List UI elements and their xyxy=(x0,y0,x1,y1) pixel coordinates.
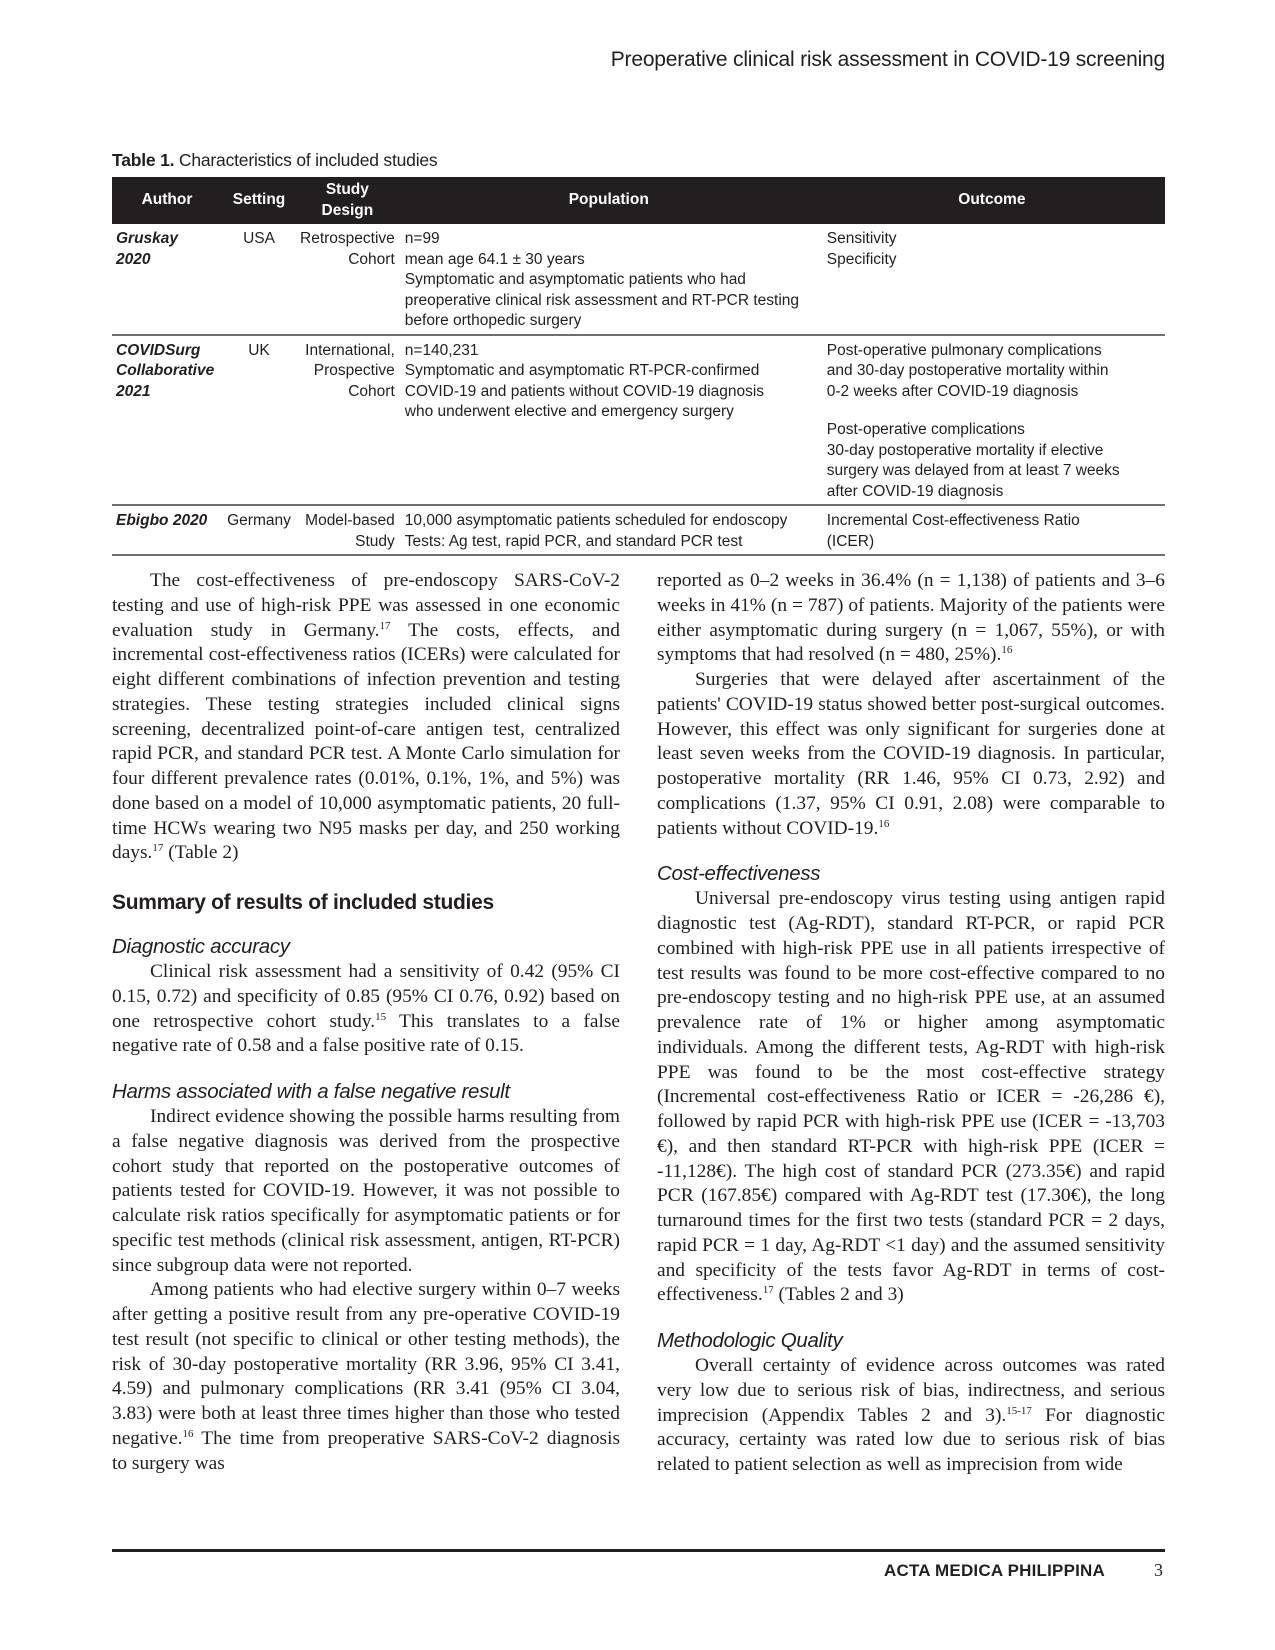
text: This translates to a false negative rate of 0.58 and a false positive rate of 0.15. xyxy=(112,1010,620,1057)
paragraph xyxy=(657,668,1165,841)
table-row xyxy=(112,335,1165,506)
author-line: 2021 xyxy=(116,382,151,400)
text: The costs, effects, and incremental cost-effectiveness ratios (ICERs) were calculated for eight different combinations of infection prevention and testing strategies. These testing strategies included clinical signs screening, decentralized point-of-care antigen test, centralized rapid PCR, and standard PCR test. A Monte Carlo simulation for four different prevalence rates (0.01%, 0.1%, 1%, and 5%) was done based on a model of 10,000 asymptomatic patients, 20 full-time HCWs wearing two N95 masks per day, and 250 working days. xyxy=(112,619,620,864)
text: Universal pre-endoscopy virus testing using antigen rapid diagnostic test (Ag-RDT), standard RT-PCR, or rapid PCR combined with high-risk PPE use in all patients irrespective of test results was found to be more cost-effective compared to no pre-endoscopy testing and no high-risk PPE use, at an assumed prevalence rate of 1% or higher among asymptomatic individuals. Among the different tests, Ag-RDT with high-risk PPE was found to be the most cost-effective strategy (Incremental cost-effectiveness Ratio or ICER = -26,286 €), followed by rapid PCR with high-risk PPE use (ICER = -13,703 €), and then standard RT-PCR with high-risk PPE (ICER = -11,128€). The high cost of standard PCR (273.35€) and rapid PCR (167.85€) compared with Ag-RDT test (17.30€), the long turnaround times for the first two tests (standard PCR = 2 days, rapid PCR = 1 day, Ag-RDT <1 day) and the assumed sensitivity and specificity of the tests favor Ag-RDT in terms of cost-effectiveness. xyxy=(657,888,1165,1306)
population-line: COVID-19 and patients without COVID-19 diagnosis xyxy=(404,382,765,400)
cell-outcome xyxy=(819,335,1165,506)
design-line: Cohort xyxy=(348,250,395,268)
paragraph xyxy=(112,960,620,1059)
text: The cost-effectiveness of pre-endoscopy SARS-CoV-2 testing and use of high-risk PPE was assessed in one economic evaluation study in Germany. xyxy=(112,570,620,641)
body-column-left xyxy=(112,569,620,1476)
paragraph xyxy=(112,569,620,866)
body-column-right xyxy=(657,569,1165,1478)
section-heading-summary: Summary of results of included studies xyxy=(112,891,494,914)
col-header-setting: Setting xyxy=(232,191,286,209)
table-caption-label: Table 1. xyxy=(112,150,175,170)
population-line: n=99 xyxy=(404,230,440,247)
design-line: Prospective xyxy=(313,362,395,379)
table-row xyxy=(112,224,1165,335)
outcome-line: surgery was delayed from at least 7 weeks xyxy=(826,462,1120,479)
outcome-line: Specificity xyxy=(826,250,897,268)
population-line: preoperative clinical risk assessment and RT-PCR testing xyxy=(404,291,800,309)
col-header-author: Author xyxy=(141,191,193,209)
population-line: mean age 64.1 ± 30 years xyxy=(404,250,585,268)
paragraph xyxy=(657,1354,1165,1478)
cell-author xyxy=(112,505,222,555)
table-header-row xyxy=(112,177,1165,224)
citation-ref: 16 xyxy=(1001,644,1013,657)
outcome-line: Post-operative pulmonary complications xyxy=(826,341,1102,359)
cell-setting: Germany xyxy=(222,505,296,555)
cell-setting: UK xyxy=(222,335,296,506)
author-line: Ebigbo 2020 xyxy=(116,512,208,529)
citation-ref: 17 xyxy=(379,619,391,632)
design-line: Model-based xyxy=(305,512,395,529)
cell-author xyxy=(112,224,222,335)
population-line: before orthopedic surgery xyxy=(404,312,582,329)
footer-journal-name: ACTA MEDICA PHILIPPINA xyxy=(884,1561,1105,1580)
cell-outcome xyxy=(819,224,1165,335)
outcome-line: 30-day postoperative mortality if elective xyxy=(826,441,1104,459)
text: Clinical risk assessment had a sensitivity of 0.42 (95% CI 0.15, 0.72) and specificity of 0.85 (95% CI 0.76, 0.92) based on one retrospective cohort study. xyxy=(112,961,620,1032)
design-line: Retrospective xyxy=(300,230,395,247)
page-number: 3 xyxy=(1154,1560,1163,1580)
text: The time from preoperative SARS-CoV-2 diagnosis to surgery was xyxy=(112,1427,620,1474)
text: reported as 0–2 weeks in 36.4% (n = 1,138) of patients and 3–6 weeks in 41% (n = 787) of patients. Majority of the patients were either asymptomatic during surgery (n = 1,067, 55%), or with symptoms that had resolved (n = 480, 25%). xyxy=(657,570,1165,666)
outcome-line: after COVID-19 diagnosis xyxy=(826,482,1004,500)
population-line: Tests: Ag test, rapid PCR, and standard PCR test xyxy=(404,532,743,550)
table-caption xyxy=(112,150,1165,171)
population-line: n=140,231 xyxy=(404,341,479,359)
cell-population xyxy=(399,505,819,555)
design-line: Study xyxy=(355,532,395,550)
citation-ref: 15 xyxy=(375,1010,387,1023)
cell-study-design xyxy=(296,335,399,506)
cell-outcome xyxy=(819,505,1165,555)
outcome-line: Incremental Cost-effectiveness Ratio xyxy=(826,512,1080,529)
author-line: Gruskay xyxy=(116,230,179,247)
paragraph xyxy=(657,569,1165,668)
design-line: Cohort xyxy=(348,382,395,400)
population-line: Symptomatic and asymptomatic RT-PCR-confirmed xyxy=(404,362,760,379)
outcome-line: 0-2 weeks after COVID-19 diagnosis xyxy=(826,382,1079,400)
paragraph xyxy=(112,1278,620,1476)
table-1 xyxy=(112,150,1165,556)
citation-ref: 16 xyxy=(878,817,890,830)
text: (Table 2) xyxy=(163,842,239,864)
population-line: who underwent elective and emergency surgery xyxy=(404,403,734,420)
population-line: Symptomatic and asymptomatic patients who had xyxy=(404,271,746,288)
characteristics-table xyxy=(112,177,1165,556)
cell-study-design xyxy=(296,505,399,555)
citation-ref: 15-17 xyxy=(1006,1404,1032,1417)
subheading-diagnostic-accuracy: Diagnostic accuracy xyxy=(112,935,290,958)
population-line: 10,000 asymptomatic patients scheduled for endoscopy xyxy=(404,512,788,529)
text: For diagnostic accuracy, certainty was rated low due to serious risk of bias related to patient selection as well as imprecision from wide xyxy=(657,1404,1165,1475)
citation-ref: 17 xyxy=(152,842,164,855)
cell-population xyxy=(399,335,819,506)
text: Among patients who had elective surgery within 0–7 weeks after getting a positive result from any pre-operative COVID-19 test result (not specific to clinical or other testing methods), the risk of 30-day postoperative mortality (RR 3.96, 95% CI 3.41, 4.59) and pulmonary complications (RR 3.41 (95% CI 3.04, 3.83) were both at least three times higher than those who tested negative. xyxy=(112,1279,620,1449)
footer-divider xyxy=(112,1549,1165,1552)
author-line: Collaborative xyxy=(116,362,215,379)
outcome-line: (ICER) xyxy=(826,532,875,550)
outcome-line: Post-operative complications xyxy=(826,421,1025,438)
paragraph: Indirect evidence showing the possible harms resulting from a false negative diagnosis was derived from the prospective cohort study that reported on the postoperative outcomes of patients tested for COVID-19. However, it was not possible to calculate risk ratios specifically for asymptomatic patients or for specific test methods (clinical risk assessment, antigen, RT-PCR) since subgroup data were not reported. xyxy=(112,1106,620,1276)
running-head-title: Preoperative clinical risk assessment in COVID-19 screening xyxy=(610,48,1165,71)
subheading-methodologic-quality: Methodologic Quality xyxy=(657,1329,843,1352)
citation-ref: 17 xyxy=(762,1284,774,1297)
text: Surgeries that were delayed after ascertainment of the patients' COVID-19 status showed better post-surgical outcomes. However, this effect was only significant for surgeries done at least seven weeks from the COVID-19 diagnosis. In particular, postoperative mortality (RR 1.46, 95% CI 0.73, 2.92) and complications (1.37, 95% CI 0.91, 2.08) were comparable to patients without COVID-19. xyxy=(657,669,1165,839)
paragraph xyxy=(657,887,1165,1308)
citation-ref: 16 xyxy=(182,1427,194,1440)
cell-setting: USA xyxy=(222,224,296,335)
author-line: COVIDSurg xyxy=(116,341,201,359)
author-line: 2020 xyxy=(116,250,151,268)
text: Overall certainty of evidence across outcomes was rated very low due to serious risk of bias, indirectness, and serious imprecision (Appendix Tables 2 and 3). xyxy=(657,1355,1165,1426)
subheading-harms: Harms associated with a false negative result xyxy=(112,1080,510,1103)
table-caption-text: Characteristics of included studies xyxy=(174,150,438,170)
col-header-outcome: Outcome xyxy=(958,191,1026,209)
outcome-line: Sensitivity xyxy=(826,230,897,247)
subheading-cost-effectiveness: Cost-effectiveness xyxy=(657,862,821,886)
table-row xyxy=(112,505,1165,555)
cell-author xyxy=(112,335,222,506)
col-header-study-design: Study Design xyxy=(321,181,374,219)
design-line: International, xyxy=(305,341,395,359)
text: (Tables 2 and 3) xyxy=(773,1284,904,1306)
cell-study-design xyxy=(296,224,399,335)
outcome-spacer xyxy=(827,402,1161,420)
outcome-line: and 30-day postoperative mortality within xyxy=(826,362,1109,379)
col-header-population: Population xyxy=(568,191,649,209)
cell-population xyxy=(399,224,819,335)
